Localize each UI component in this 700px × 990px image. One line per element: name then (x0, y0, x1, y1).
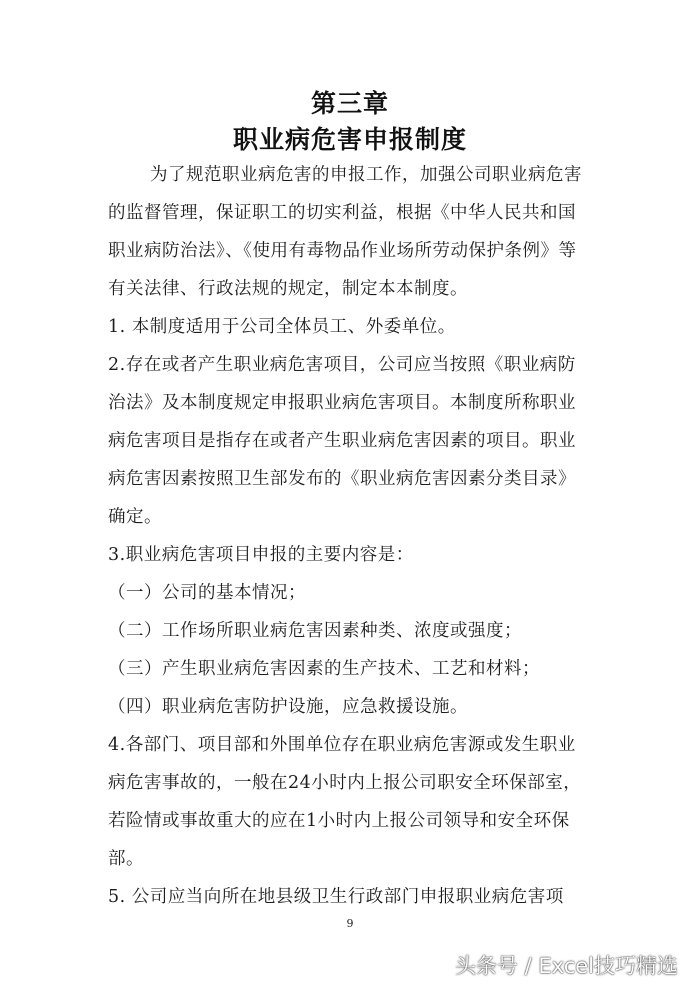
page-number: 9 (346, 917, 354, 930)
paragraph-line: 4.各部门、项目部和外围单位存在职业病危害源或发生职业 (108, 735, 576, 755)
paragraph-line: 病危害项目是指存在或者产生职业病危害因素的项目。职业 (108, 431, 576, 451)
watermark: 头条号 / Excel技巧精选 (454, 954, 678, 978)
paragraph-line: 病危害因素按照卫生部发布的《职业病危害因素分类目录》 (108, 469, 576, 489)
paragraph-line: 病危害事故的，一般在24小时内上报公司职安全环保部室， (108, 773, 582, 793)
paragraph-line: 职业病防治法》、《使用有毒物品作业场所劳动保护条例》等 (108, 241, 577, 261)
paragraph-line: 确定。 (108, 507, 162, 527)
chapter-heading: 第三章 (310, 89, 389, 118)
paragraph-line: 5. 公司应当向所在地县级卫生行政部门申报职业病危害项 (108, 887, 564, 907)
paragraph-line: 的监督管理，保证职工的切实利益，根据《中华人民共和国 (108, 203, 576, 223)
paragraph-line: 若险情或事故重大的应在1小时内上报公司领导和安全环保 (108, 811, 570, 831)
paragraph-line: 2.存在或者产生职业病危害项目，公司应当按照《职业病防 (108, 355, 576, 375)
list-item: （四）职业病危害防护设施，应急救援设施。 (108, 697, 468, 717)
document-title: 职业病危害申报制度 (232, 125, 467, 154)
paragraph-line: 3.职业病危害项目申报的主要内容是： (108, 545, 414, 565)
list-item: （二）工作场所职业病危害因素种类、浓度或强度； (108, 621, 522, 641)
paragraph-line: 治法》及本制度规定申报职业病危害项目。本制度所称职业 (108, 393, 576, 413)
list-item: （一）公司的基本情况； (108, 583, 306, 603)
paragraph-line: 为了规范职业病危害的申报工作，加强公司职业病危害 (150, 165, 582, 185)
paragraph-line: 1. 本制度适用于公司全体员工、外委单位。 (108, 317, 456, 337)
list-item: （三）产生职业病危害因素的生产技术、工艺和材料； (108, 659, 540, 679)
paragraph-line: 有关法律、行政法规的规定，制定本本制度。 (108, 279, 468, 299)
paragraph-line: 部。 (108, 849, 144, 869)
